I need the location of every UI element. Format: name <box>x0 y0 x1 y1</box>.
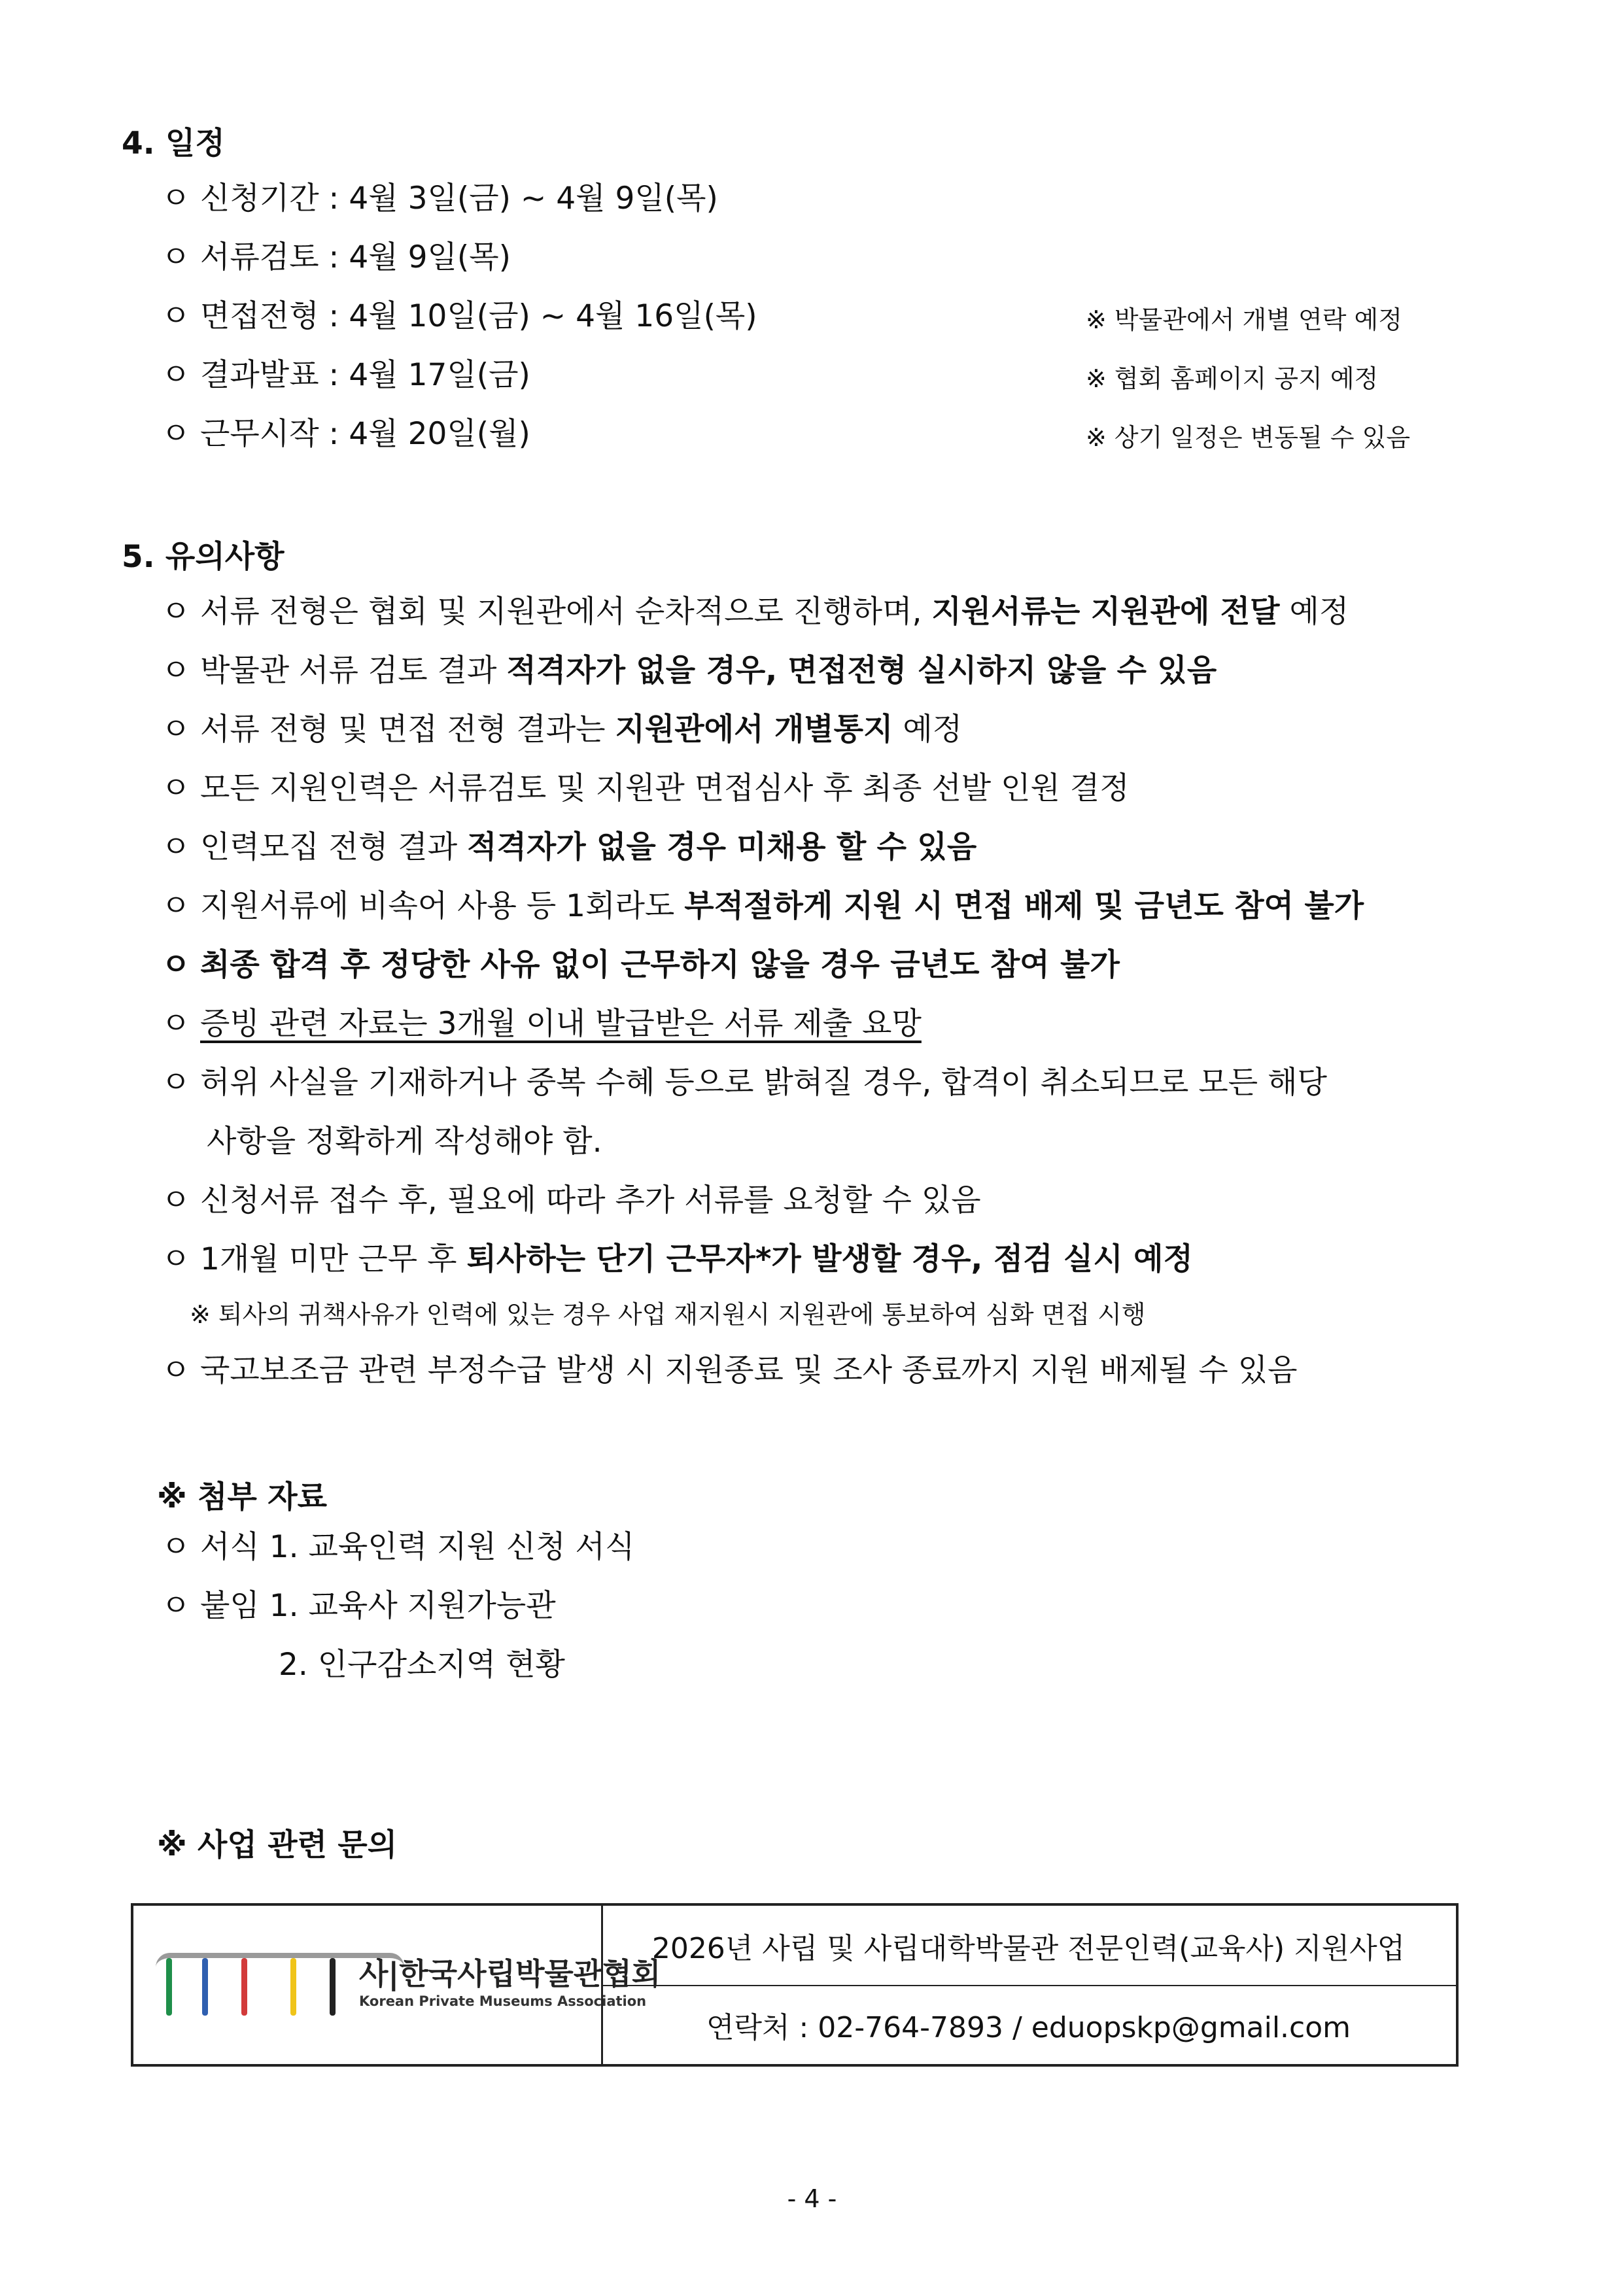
notice-item: ㅇ 지원서류에 비속어 사용 등 1회라도 부적절하게 지원 시 면접 배제 및 금년도 참여 불가 <box>161 888 1364 924</box>
attachment-item-continued: 2. 인구감소지역 현황 <box>279 1647 565 1683</box>
schedule-note: ※ 상기 일정은 변동될 수 있음 <box>1086 423 1411 452</box>
notice-footnote: ※ 퇴사의 귀책사유가 인력에 있는 경우 사업 재지원시 지원관에 통보하여 심화 면접 시행 <box>190 1300 1146 1329</box>
program-name: 2026년 사립 및 사립대학박물관 전문인력(교육사) 지원사업 <box>601 1906 1456 1986</box>
attachment-item: ㅇ 서식 1. 교육인력 지원 신청 서식 <box>161 1529 635 1565</box>
schedule-note: ※ 협회 홈페이지 공지 예정 <box>1086 364 1379 393</box>
logo-korean-text: 사|한국사립박물관협회 <box>359 1956 661 1991</box>
contact-info <box>601 1906 1456 2064</box>
notice-item: ㅇ 1개월 미만 근무 후 퇴사하는 단기 근무자*가 발생할 경우, 점검 실시 예정 <box>161 1241 1193 1277</box>
logo-bar-yellow-icon <box>290 1958 296 2016</box>
page-number: - 4 - <box>787 2184 837 2213</box>
notice-item: ㅇ 서류 전형 및 면접 전형 결과는 지원관에서 개별통지 예정 <box>161 712 963 748</box>
logo-bar-blue-icon <box>202 1958 208 2016</box>
inquiry-title: ※ 사업 관련 문의 <box>157 1827 398 1863</box>
notice-item: ㅇ 서류 전형은 협회 및 지원관에서 순차적으로 진행하며, 지원서류는 지원관에 전달 예정 <box>161 594 1349 630</box>
notice-item-continued: 사항을 정확하게 작성해야 함. <box>207 1124 602 1160</box>
schedule-item: ㅇ 면접전형 : 4월 10일(금) ~ 4월 16일(목) <box>161 298 757 334</box>
attachment-item: ㅇ 붙임 1. 교육사 지원가능관 <box>161 1588 556 1624</box>
schedule-note: ※ 박물관에서 개별 연락 예정 <box>1086 305 1402 334</box>
logo-bar-black-icon <box>330 1958 336 2016</box>
section-4-title: 4. 일정 <box>122 126 225 162</box>
notice-item: ㅇ 신청서류 접수 후, 필요에 따라 추가 서류를 요청할 수 있음 <box>161 1182 981 1218</box>
contact-details[interactable]: 연락처 : 02-764-7893 / eduopskp@gmail.com <box>706 2010 1351 2044</box>
schedule-item: ㅇ 신청기간 : 4월 3일(금) ~ 4월 9일(목) <box>161 181 718 216</box>
notice-item: ㅇ 증빙 관련 자료는 3개월 이내 발급받은 서류 제출 요망 <box>161 1006 922 1042</box>
logo-bar-red-icon <box>241 1958 247 2016</box>
logo-english-text: Korean Private Museums Association <box>359 1993 647 2009</box>
schedule-item: ㅇ 서류검토 : 4월 9일(목) <box>161 239 511 275</box>
attachments-title: ※ 첨부 자료 <box>157 1479 328 1515</box>
notice-item: ㅇ 모든 지원인력은 서류검토 및 지원관 면접심사 후 최종 선발 인원 결정 <box>161 770 1130 806</box>
logo-bar-green-icon <box>166 1958 172 2016</box>
section-5-title: 5. 유의사항 <box>122 539 285 575</box>
contact-table <box>131 1903 1459 2067</box>
schedule-item: ㅇ 결과발표 : 4월 17일(금) <box>161 357 530 393</box>
notice-item: ㅇ 박물관 서류 검토 결과 적격자가 없을 경우, 면접전형 실시하지 않을 수 있음 <box>161 653 1217 689</box>
schedule-item: ㅇ 근무시작 : 4월 20일(월) <box>161 416 530 452</box>
notice-item: ㅇ 최종 합격 후 정당한 사유 없이 근무하지 않을 경우 금년도 참여 불가 <box>161 947 1120 983</box>
notice-item: ㅇ 국고보조금 관련 부정수급 발생 시 지원종료 및 조사 종료까지 지원 배제될 수 있음 <box>161 1352 1298 1388</box>
notice-item: ㅇ 허위 사실을 기재하거나 중복 수혜 등으로 밝혀질 경우, 합격이 취소되므로 모든 해당 <box>161 1065 1327 1101</box>
notice-item: ㅇ 인력모집 전형 결과 적격자가 없을 경우 미채용 할 수 있음 <box>161 829 977 865</box>
association-logo <box>133 1906 661 2064</box>
